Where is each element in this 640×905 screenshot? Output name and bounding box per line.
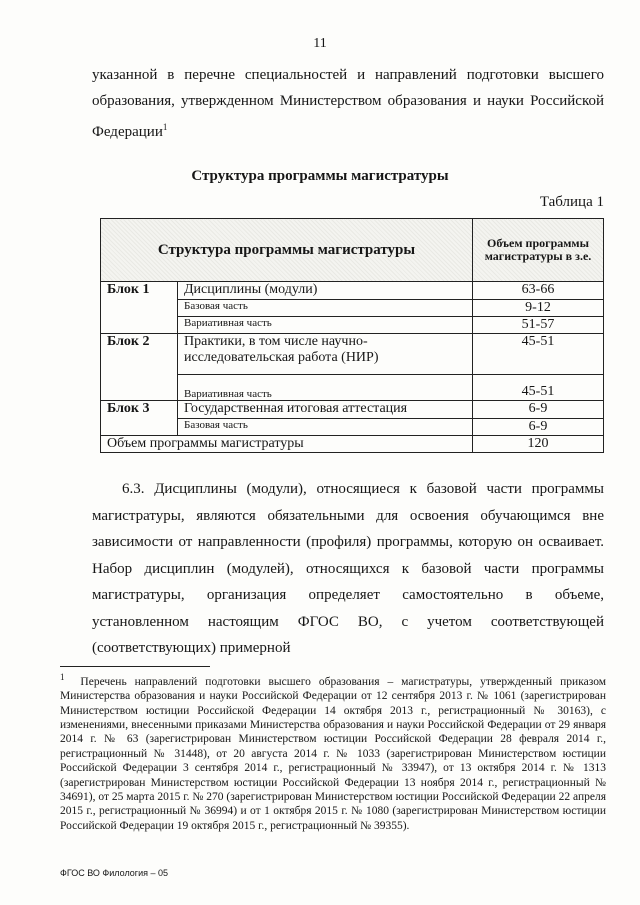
row-value: 45-51 <box>473 375 604 401</box>
table-header-row <box>101 219 604 282</box>
row-value: 51-57 <box>473 317 604 334</box>
row-name: Дисциплины (модули) <box>178 282 473 300</box>
page-number: 11 <box>313 36 327 51</box>
table-total-row <box>101 436 604 453</box>
total-label: Объем программы магистратуры <box>101 436 473 453</box>
footnote-divider <box>60 666 210 667</box>
row-value: 9-12 <box>473 300 604 317</box>
row-value: 45-51 <box>473 334 604 375</box>
structure-table <box>100 218 604 453</box>
footnote <box>60 670 606 833</box>
header-structure: Структура программы магистратуры <box>101 219 473 282</box>
table-row <box>101 282 604 300</box>
row-name: Вариативная часть <box>178 375 473 401</box>
intro-paragraph <box>92 62 604 145</box>
row-name: Практики, в том числе научно-исследовательская работа (НИР) <box>178 334 473 375</box>
table-row <box>101 401 604 419</box>
row-name: Базовая часть <box>178 419 473 436</box>
row-name: Базовая часть <box>178 300 473 317</box>
footnote-marker: 1 <box>60 672 65 682</box>
footnote-reference: 1 <box>162 122 168 132</box>
block-label: Блок 2 <box>101 334 178 401</box>
footnote-text: Перечень направлений подготовки высшего образования – магистратуры, утвержденный приказом Министерства образования и науки Российской Федерации от 12 сентября 2013 г. № 1061 (зарегистрирован Министерством юстиции Российской Федерации 14 октября 2013 г., регистрационный № 30163), с изменениями, внесенными приказами Министерства образования и науки Российской Федерации от 29 января 2014 г. № 63 (зарегистрирован Министерством юстиции Российской Федерации 28 февраля 2014 г., регистрационный № 31448), от 20 августа 2014 г. № 1033 (зарегистрирован Министерством юстиции Российской Федерации 3 сентября 2014 г., регистрационный № 33947), от 13 октября 2014 г. № 1313 (зарегистрирован Министерством юстиции Российской Федерации 13 ноября 2014 г., регистрационный № 34691), от 25 марта 2015 г. № 270 (зарегистрирован Министерством юстиции Российской Федерации 22 апреля 2015 г., регистрационный № 36994) и от 1 октября 2015 г. № 1080 (зарегистрирован Министерством юстиции Российской Федерации 19 октября 2015 г., регистрационный № 39355). <box>60 675 607 832</box>
header-volume: Объем программы магистратуры в з.е. <box>473 219 604 282</box>
table-row <box>101 334 604 375</box>
row-value: 6-9 <box>473 419 604 436</box>
row-value: 63-66 <box>473 282 604 300</box>
row-name: Вариативная часть <box>178 317 473 334</box>
row-value: 6-9 <box>473 401 604 419</box>
total-value: 120 <box>473 436 604 453</box>
table-title: Структура программы магистратуры <box>191 168 449 184</box>
block-label: Блок 1 <box>101 282 178 334</box>
intro-text: указанной в перечне специальностей и направлений подготовки высшего образования, утвержденном Министерством образования и науки Российской Федерации <box>92 67 604 140</box>
page-footer: ФГОС ВО Филология – 05 <box>60 868 169 878</box>
row-name: Государственная итоговая аттестация <box>178 401 473 419</box>
block-label: Блок 3 <box>101 401 178 436</box>
table-caption: Таблица 1 <box>539 194 604 210</box>
paragraph-6-3: 6.3. Дисциплины (модули), относящиеся к базовой части программы магистратуры, являются обязательными для освоения обучающимся вне зависимости от направленности (профиля) программы, которую он осваивает. Набор дисциплин (модулей), относящихся к базовой части программы магистратуры, организация определяет самостоятельно в объеме, установленном настоящим ФГОС ВО, с учетом соответствующей (соответствующих) примерной <box>92 481 604 656</box>
